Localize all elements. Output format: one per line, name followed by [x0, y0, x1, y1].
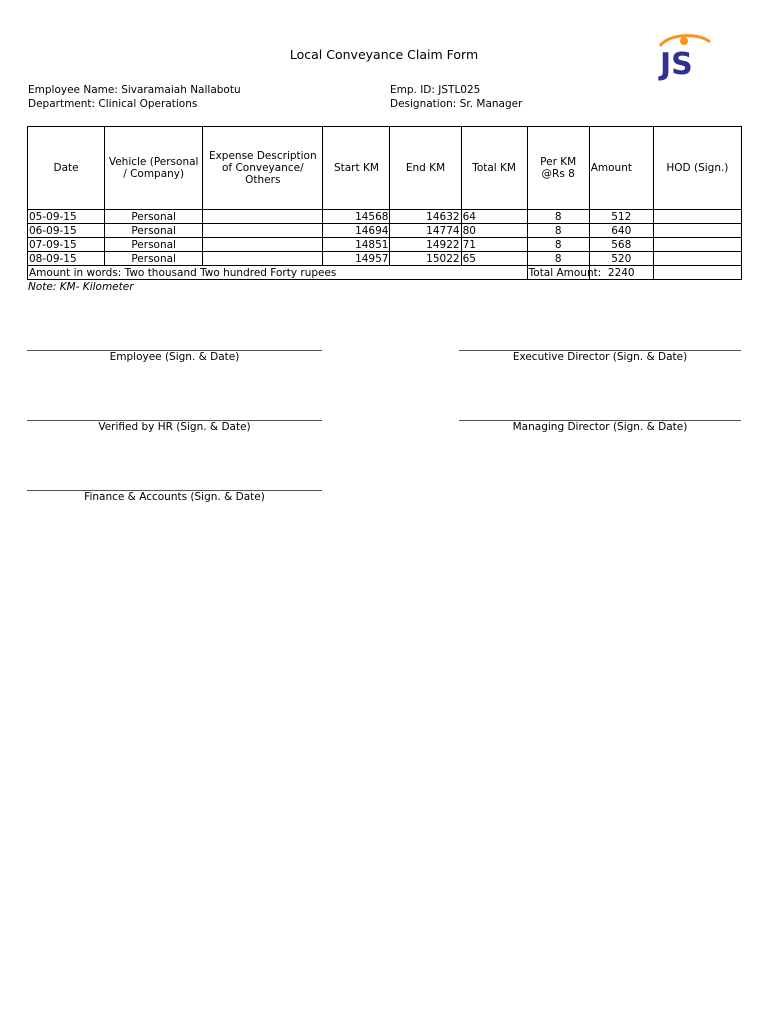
cell-end-km: 14774	[390, 224, 461, 238]
table-row	[28, 252, 742, 266]
cell-per-km: 8	[527, 252, 589, 266]
cell-end-km: 14922	[390, 238, 461, 252]
table-row	[28, 238, 742, 252]
cell-date: 07-09-15	[28, 238, 105, 252]
employee-name-label: Employee Name:	[28, 84, 118, 96]
total-amount-value: 2240	[589, 266, 653, 280]
header-end-km: End KM	[390, 127, 461, 210]
cell-date: 06-09-15	[28, 224, 105, 238]
cell-start-km: 14851	[323, 238, 390, 252]
logo-text: JS	[660, 47, 693, 82]
header-expense-description: Expense Description of Conveyance/ Others	[203, 127, 323, 210]
form-title: Local Conveyance Claim Form	[289, 47, 479, 62]
department-row	[28, 98, 197, 110]
designation-row	[390, 98, 522, 110]
executive-director-signature-label: Executive Director (Sign. & Date)	[512, 351, 688, 363]
table-row	[28, 210, 742, 224]
km-note: Note: KM- Kilometer	[28, 281, 134, 293]
header-date: Date	[28, 127, 105, 210]
cell-start-km: 14568	[323, 210, 390, 224]
cell-amount: 640	[589, 224, 653, 238]
conveyance-table	[27, 126, 742, 280]
cell-total-km: 80	[461, 224, 527, 238]
designation-value: Sr. Manager	[459, 98, 523, 110]
cell-hod-sign	[653, 252, 741, 266]
cell-hod-sign	[653, 238, 741, 252]
cell-vehicle: Personal	[105, 224, 203, 238]
header-total-km: Total KM	[461, 127, 527, 210]
emp-id-label: Emp. ID:	[390, 84, 435, 96]
cell-vehicle: Personal	[105, 252, 203, 266]
total-amount-label: Total Amount:	[528, 266, 602, 279]
cell-vehicle: Personal	[105, 210, 203, 224]
header-per-km: Per KM @Rs 8	[527, 127, 589, 210]
cell-total-km: 71	[461, 238, 527, 252]
total-row-blank	[653, 266, 741, 280]
cell-hod-sign	[653, 224, 741, 238]
emp-id-row	[390, 84, 480, 96]
cell-end-km: 14632	[390, 210, 461, 224]
cell-start-km: 14694	[323, 224, 390, 238]
total-row	[28, 266, 742, 280]
cell-total-km: 65	[461, 252, 527, 266]
cell-date: 08-09-15	[28, 252, 105, 266]
cell-per-km: 8	[527, 210, 589, 224]
department-label: Department:	[28, 98, 96, 110]
header-vehicle: Vehicle (Personal / Company)	[105, 127, 203, 210]
emp-id-value: JSTL025	[438, 84, 481, 96]
cell-end-km: 15022	[390, 252, 461, 266]
managing-director-signature-label: Managing Director (Sign. & Date)	[512, 421, 688, 433]
finance-signature-label: Finance & Accounts (Sign. & Date)	[84, 491, 265, 503]
cell-start-km: 14957	[323, 252, 390, 266]
header-hod-sign: HOD (Sign.)	[653, 127, 741, 210]
cell-amount: 512	[589, 210, 653, 224]
cell-amount: 568	[589, 238, 653, 252]
table-header-row	[28, 127, 742, 210]
employee-name-value: Sivaramaiah Nallabotu	[121, 84, 241, 96]
employee-name-row	[28, 84, 241, 96]
amount-in-words: Amount in words: Two thousand Two hundred Forty rupees	[28, 266, 528, 280]
cell-date: 05-09-15	[28, 210, 105, 224]
cell-description	[203, 238, 323, 252]
cell-hod-sign	[653, 210, 741, 224]
cell-description	[203, 252, 323, 266]
department-value: Clinical Operations	[98, 98, 198, 110]
cell-description	[203, 210, 323, 224]
employee-signature-label: Employee (Sign. & Date)	[109, 351, 240, 363]
header-amount: Amount	[589, 127, 653, 210]
header-start-km: Start KM	[323, 127, 390, 210]
cell-amount: 520	[589, 252, 653, 266]
table-row	[28, 224, 742, 238]
hr-signature-label: Verified by HR (Sign. & Date)	[98, 421, 251, 433]
designation-label: Designation:	[390, 98, 457, 110]
company-logo	[654, 32, 714, 82]
cell-vehicle: Personal	[105, 238, 203, 252]
cell-description	[203, 224, 323, 238]
cell-total-km: 64	[461, 210, 527, 224]
cell-per-km: 8	[527, 224, 589, 238]
cell-per-km: 8	[527, 238, 589, 252]
